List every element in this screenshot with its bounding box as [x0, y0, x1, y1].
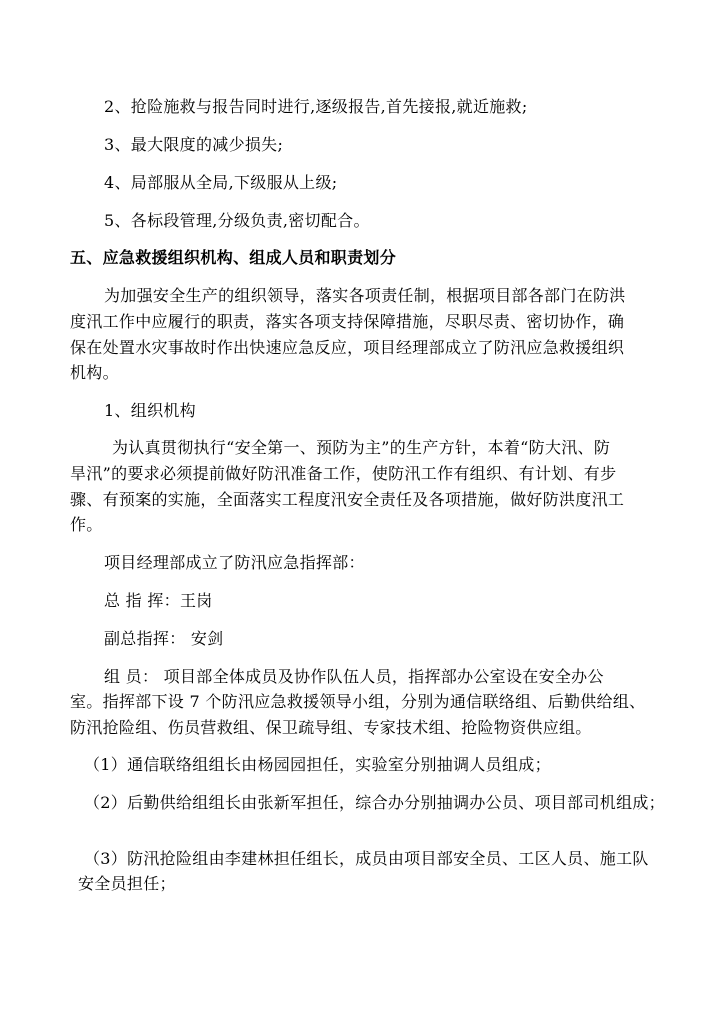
intro-paragraph-line-3: 保在处置水灾事故时作出快速应急反应，项目经理部成立了防汛应急救援组织 — [70, 338, 625, 357]
intro-paragraph-line-2: 度汛工作中应履行的职责，落实各项支持保障措施，尽职尽责、密切协作，确 — [70, 312, 625, 331]
list-item-5: 5、各标段管理,分级负责,密切配合。 — [104, 211, 370, 230]
subheading-organization: 1、组织机构 — [104, 401, 196, 420]
group-item-2: （2）后勤供给组组长由张新军担任，综合办分别抽调办公员、项目部司机组成； — [84, 793, 665, 812]
members-paragraph-line-1: 组 员： 项目部全体成员及协作队伍人员，指挥部办公室设在安全办公 — [104, 667, 604, 686]
intro-paragraph-line-1: 为加强安全生产的组织领导，落实各项责任制，根据项目部各部门在防洪 — [104, 286, 626, 305]
group-item-3-line-2: 安全员担任； — [78, 874, 176, 893]
deputy-commander: 副总指挥： 安剑 — [104, 629, 224, 648]
list-item-2: 2、抢险施救与报告同时进行,逐级报告,首先接报,就近施救; — [104, 97, 528, 116]
policy-paragraph-line-1: 为认真贯彻执行“安全第一、预防为主”的生产方针，本着“防大汛、防 — [112, 438, 611, 457]
group-item-1: （1）通信联络组组长由杨园园担任，实验室分别抽调人员组成； — [84, 755, 551, 774]
list-item-3: 3、最大限度的减少损失; — [104, 135, 284, 154]
members-paragraph-line-3: 防汛抢险组、伤员营救组、保卫疏导组、专家技术组、抢险物资供应组。 — [70, 718, 592, 737]
list-item-4: 4、局部服从全局,下级服从上级; — [104, 173, 338, 192]
policy-paragraph-line-4: 作。 — [70, 515, 103, 534]
policy-paragraph-line-2: 旱汛”的要求必须提前做好防汛准备工作，使防汛工作有组织、有计划、有步 — [70, 464, 617, 483]
policy-paragraph-line-3: 骤、有预案的实施，全面落实工程度汛安全责任及各项措施，做好防洪度汛工 — [70, 490, 625, 509]
intro-paragraph-line-4: 机构。 — [70, 363, 119, 382]
command-intro: 项目经理部成立了防汛应急指挥部： — [104, 553, 365, 572]
members-paragraph-line-2: 室。指挥部下设 7 个防汛应急救援领导小组，分别为通信联络组、后勤供给组、 — [70, 692, 646, 711]
group-item-3-line-1: （3）防汛抢险组由李建林担任组长，成员由项目部安全员、工区人员、施工队 — [84, 849, 649, 868]
commander: 总 指 挥：王岗 — [104, 591, 213, 610]
section-heading: 五、应急救援组织机构、组成人员和职责划分 — [70, 248, 397, 267]
